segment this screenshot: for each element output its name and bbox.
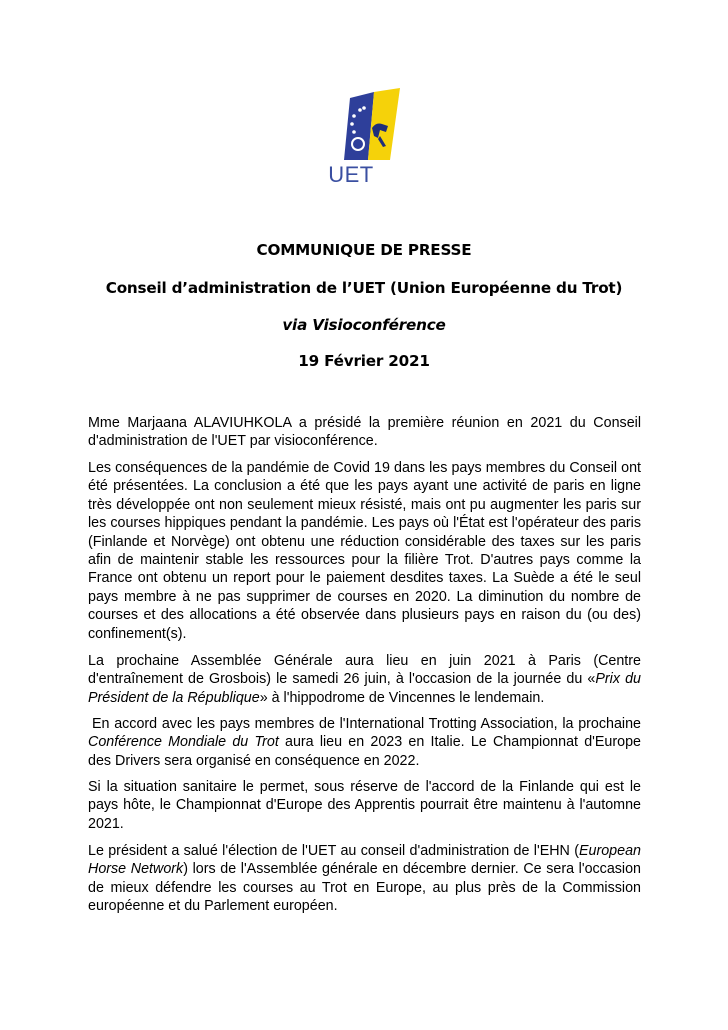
- press-release-title: COMMUNIQUE DE PRESSE: [256, 241, 472, 259]
- paragraph-5: Si la situation sanitaire le permet, sous réserve de l'accord de la Finlande qui est le pays hôte, le Championnat d'Europe des Apprentis pourrait être maintenu à l'automne 2021.: [88, 779, 641, 832]
- paragraph-3-end: » à l'hippodrome de Vincennes le lendemain.: [259, 689, 545, 706]
- paragraph-2: Les conséquences de la pandémie de Covid 19 dans les pays membres du Conseil ont été présentées. La conclusion a été que les pays ayant une activité de paris en ligne très développée ont non seulement mieux résisté, mais ont pu augmenter les paris sur les courses hippiques pendant la pandémie. Les pays où l'État est l'opérateur des paris (Finlande et Norvège) ont obtenu une réduction considérable des taxes sur les paris afin de maintenir stable les ressources pour la filière Trot. D'autres pays comme la France ont obtenu un report pour le paiement desdites taxes. La Suède a été le seul pays membre à ne pas supprimer de courses en 2020. La diminution du nombre de courses et des allocations a été observée dans plusieurs pays en raison du (ou des) confinement(s).: [88, 460, 641, 642]
- paragraph-6-italic: European Horse Network: [88, 843, 641, 878]
- paragraph-6: [88, 842, 641, 916]
- uet-logo: [328, 88, 408, 192]
- paragraph-1: Mme Marjaana ALAVIUHKOLA a présidé la première réunion en 2021 du Conseil d'administration de l'UET par visioconférence.: [88, 415, 641, 450]
- paragraph-3-italic: Prix du Président de la République: [88, 671, 641, 706]
- paragraph-4-text: En accord avec les pays membres de l'International Trotting Association, la prochaine: [92, 716, 641, 732]
- uet-emblem: [328, 88, 408, 162]
- paragraph-4: [88, 715, 641, 770]
- paragraph-3: [88, 652, 641, 707]
- press-release-mode: via Visioconférence: [282, 316, 446, 334]
- paragraph-6-text: Le président a salué l'élection de l'UET au conseil d'administration de l'EHN (: [88, 843, 579, 859]
- press-release-subtitle: Conseil d’administration de l’UET (Union Européenne du Trot): [105, 279, 623, 297]
- press-release-date: 19 Février 2021: [298, 352, 430, 370]
- logo-text: UET: [328, 162, 374, 187]
- paragraph-4-end: aura lieu en 2023 en Italie. Le Championnat d'Europe des Drivers sera organisé en conséquence en 2022.: [88, 734, 641, 769]
- paragraph-6-end: ) lors de l'Assemblée générale en décembre dernier. Ce sera l'occasion de mieux défendre les courses au Trot en Europe, au plus près de la Commission européenne et du Parlement européen.: [88, 861, 642, 915]
- paragraph-3-text: La prochaine Assemblée Générale aura lieu en juin 2021 à Paris (Centre d'entraînement de Grosbois) le samedi 26 juin, à l'occasion de la journée du «: [88, 653, 641, 688]
- paragraph-4-italic: Conférence Mondiale du Trot: [88, 734, 279, 751]
